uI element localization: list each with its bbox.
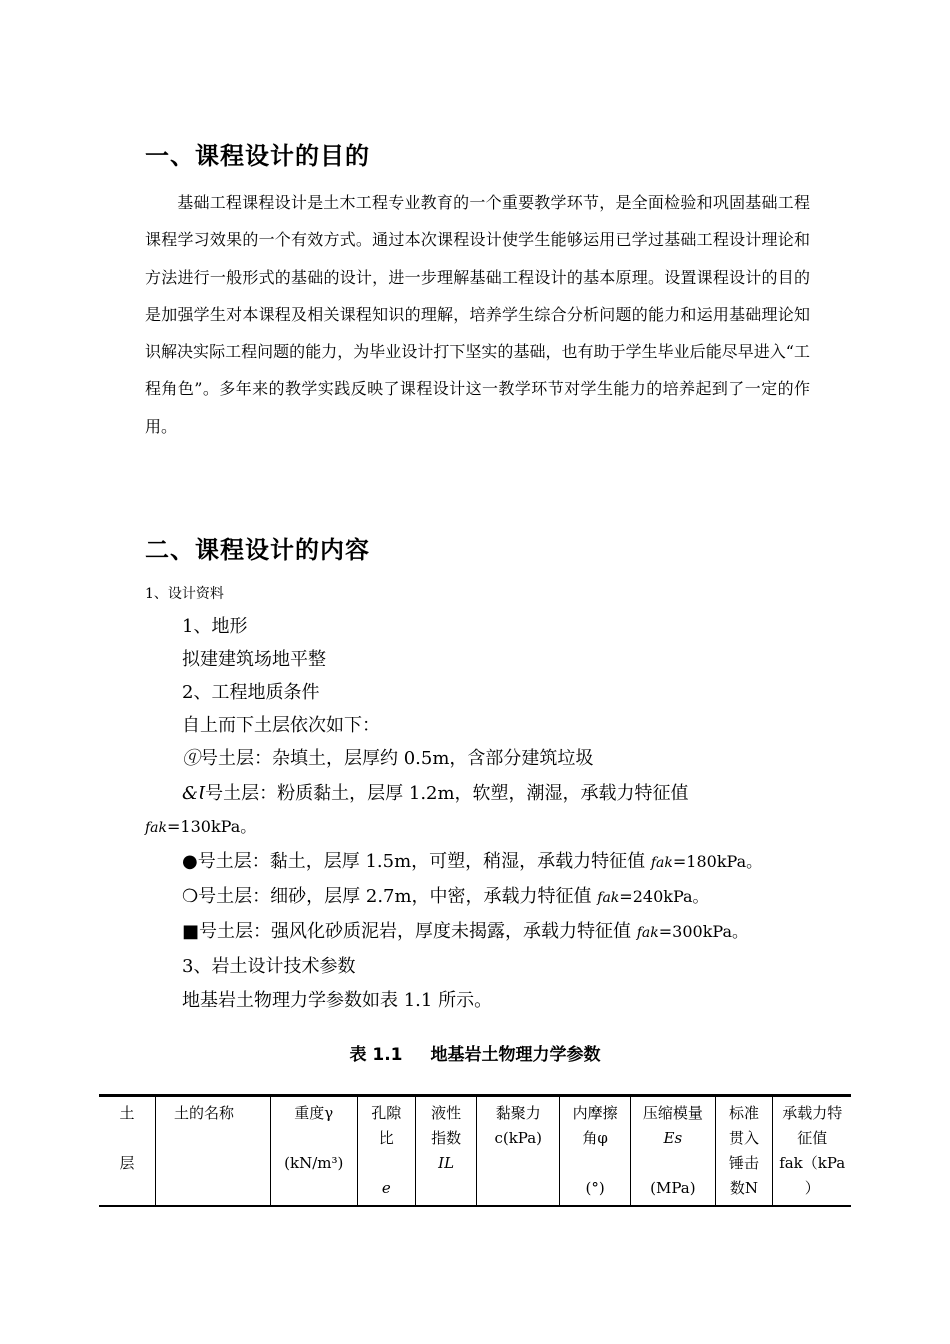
header-bearing-capacity: 承载力特 征值 fak（kPa ） <box>773 1096 851 1207</box>
header-compression-modulus: 压缩模量 Es (MPa) <box>631 1096 715 1207</box>
layer-3-value: =180kPa。 <box>672 852 763 871</box>
header-unit-weight: 重度γ (kN/m³) <box>270 1096 357 1207</box>
terrain-text: 拟建建筑场地平整 <box>182 649 326 670</box>
subsection-design-data: 1、设计资料 <box>145 586 224 602</box>
layer-5 <box>182 917 748 943</box>
params-text: 地基岩土物理力学参数如表 1.1 所示。 <box>182 990 493 1011</box>
fak-symbol: fak <box>636 925 659 941</box>
layer-3-mark: ● <box>182 851 198 872</box>
section2-heading: 二、课程设计的内容 <box>145 536 370 564</box>
layer-4 <box>182 882 709 908</box>
layer-4-text: 号土层：细砂，层厚 2.7m，中密，承载力特征值 <box>198 886 598 907</box>
header-cohesion: 黏聚力 c(kPa) <box>477 1096 560 1207</box>
purpose-paragraph <box>145 184 810 445</box>
layer-2-continued <box>145 814 256 837</box>
layer-5-text: 号土层：强风化砂质泥岩，厚度未揭露，承载力特征值 <box>199 921 637 942</box>
fak-symbol: fak <box>597 890 620 906</box>
layer-2-value: =130kPa。 <box>167 817 257 836</box>
layer-2-text: 号土层：粉质黏土，层厚 1.2m，软塑，潮湿，承载力特征值 <box>205 783 689 804</box>
header-void-ratio: 孔隙 比 e <box>357 1096 415 1207</box>
layer-1-text: 号土层：杂填土，层厚约 0.5m，含部分建筑垃圾 <box>200 748 594 769</box>
header-liquidity-index: 液性 指数 IL <box>415 1096 477 1207</box>
layer-1-mark: ⓠ <box>182 748 200 769</box>
geology-title: 2、工程地质条件 <box>182 682 320 703</box>
layer-5-mark: ■ <box>182 921 200 942</box>
layer-3-text: 号土层：黏土，层厚 1.5m，可塑，稍湿，承载力特征值 <box>197 851 651 872</box>
purpose-text: 基础工程课程设计是土木工程专业教育的一个重要教学环节，是全面检验和巩固基础工程课程学习效果的一个有效方式。通过本次课程设计使学生能够运用已学过基础工程设计理论和方法进行一般形式的基础的设计，进一步理解基础工程设计的基本原理。设置课程设计的目的是加强学生对本课程及相关课程知识的理解，培养学生综合分析问题的能力和运用基础理论知识解决实际工程问题的能力，为毕业设计打下坚实的基础，也有助于学生毕业后能尽早进入“工程角色”。多年来的教学实践反映了课程设计这一教学环节对学生能力的培养起到了一定的作用。 <box>145 193 810 436</box>
header-spt-count: 标准 贯入 锤击 数N <box>715 1096 773 1207</box>
table-caption-number: 表 1.1 <box>349 1045 403 1065</box>
header-layer: 土 层 <box>99 1096 156 1207</box>
layer-3 <box>182 847 762 873</box>
section1-heading: 一、课程设计的目的 <box>145 142 370 170</box>
fak-symbol: fak <box>145 820 168 836</box>
layer-2 <box>182 779 689 805</box>
layer-1 <box>182 744 593 770</box>
table-header-row <box>99 1096 851 1207</box>
soil-parameters-table <box>99 1094 851 1207</box>
layer-2-mark: &Ɩ <box>182 783 206 804</box>
geology-intro: 自上而下土层依次如下： <box>182 715 380 736</box>
table-caption <box>0 1040 950 1065</box>
layer-4-mark: ❍ <box>182 886 199 907</box>
params-title: 3、岩土设计技术参数 <box>182 956 356 977</box>
fak-symbol: fak <box>650 855 673 871</box>
header-friction-angle: 内摩擦 角φ (°) <box>560 1096 631 1207</box>
header-soil-name: 土的名称 <box>156 1096 271 1207</box>
terrain-title: 1、地形 <box>182 616 248 637</box>
layer-5-value: =300kPa。 <box>658 922 748 941</box>
layer-4-value: =240kPa。 <box>619 887 709 906</box>
table-caption-title: 地基岩土物理力学参数 <box>430 1045 601 1065</box>
